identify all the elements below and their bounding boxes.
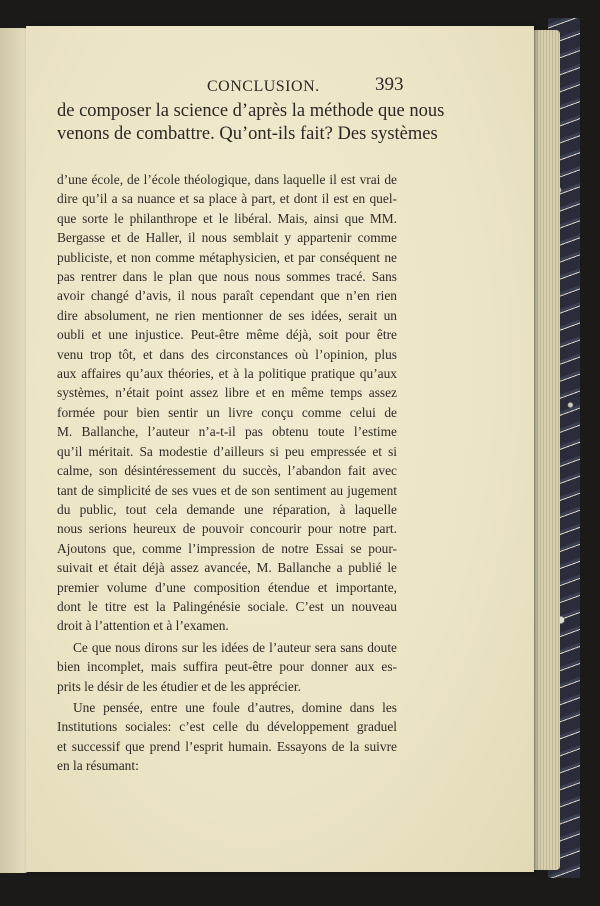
text-line: nous serions heureux de pouvoir concourir pour notre part.	[57, 521, 397, 537]
text-line: avoir changé d’avis, il nous paraît cependant que n’en rien	[57, 288, 397, 304]
text-line: bien incomplet, mais suffira peut-être pour donner aux es-	[57, 659, 397, 675]
text-line: d’une école, de l’école théologique, dans laquelle il est vrai de	[57, 172, 397, 187]
text-line: Ce que nous dirons sur les idées de l’auteur sera sans doute	[73, 639, 397, 655]
text-line: du public, tout cela demande une réparation, à laquelle	[57, 501, 397, 517]
text-line: Ajoutons que, comme l’impression de notre Essai se pour-	[57, 540, 397, 556]
paragraph	[57, 170, 397, 636]
text-line: Institutions sociales: c’est celle du développement graduel	[57, 719, 397, 735]
text-line: systèmes, n’était point assez libre et en même temps assez	[57, 385, 397, 401]
text-line: qu’il méritait. Sa modestie d’ailleurs si peu empressée et si	[57, 443, 397, 459]
text-line: Bergasse et de Haller, il nous semblait y appartenir comme	[57, 230, 397, 246]
text-line: de composer la science d’après la méthode que nous	[57, 101, 445, 121]
text-line: pas rentrer dans le plan que nous nous sommes tracé. Sans	[57, 269, 397, 285]
text-line: que sorte le philanthrope et le libéral. Mais, ainsi que MM.	[57, 210, 397, 226]
text-line: Une pensée, entre une foule d’autres, domine dans les	[73, 699, 397, 715]
text-line: aux affaires qu’aux théories, et à la politique pratique qu’aux	[57, 366, 397, 382]
text-line: formée pour bien sentir un livre conçu comme celui de	[57, 404, 397, 420]
text-line: droit à l’attention et à l’examen.	[57, 618, 229, 634]
text-line: venons de combattre. Qu’ont-ils fait? Des systèmes	[57, 124, 438, 144]
text-line: suivait et était déjà assez avancée, M. Ballanche a publié le	[57, 560, 397, 576]
text-line: prits le désir de les étudier et de les apprécier.	[57, 678, 301, 694]
paragraph	[57, 638, 397, 696]
text-line: dont le titre est la Palingénésie sociale. C’est un nouveau	[57, 598, 397, 614]
text-line: premier volume d’une composition étendue et importante,	[57, 579, 397, 595]
paragraph	[57, 698, 397, 776]
text-line: venu trop tôt, et dans des circonstances où l’opinion, plus	[57, 346, 397, 362]
carryover-text	[57, 100, 445, 146]
text-line: dire qu’il a sa nuance et sa place à part, et dont il est en quel-	[57, 191, 397, 207]
text-line: dire absolument, ne rien mentionner de ses idées, serait un	[57, 307, 397, 323]
text-line: oubli et une injustice. Peut-être même déjà, soit pour être	[57, 327, 397, 343]
body-text	[57, 170, 397, 776]
page-number: 393	[375, 74, 404, 95]
text-line: et successif que prend l’esprit humain. Essayons de la suivre	[57, 738, 397, 754]
text-line: en la résumant:	[57, 758, 139, 774]
running-head: CONCLUSION.	[207, 78, 320, 95]
text-line: M. Ballanche, l’auteur n’a-t-il pas obtenu toute l’estime	[57, 424, 397, 440]
text-line: tant de simplicité de ses vues et de son sentiment au jugement	[57, 482, 397, 498]
text-line: publiciste, et non comme métaphysicien, et par conséquent ne	[57, 249, 397, 265]
text-line: calme, son désintéressement du succès, l’abandon fait avec	[57, 463, 397, 479]
